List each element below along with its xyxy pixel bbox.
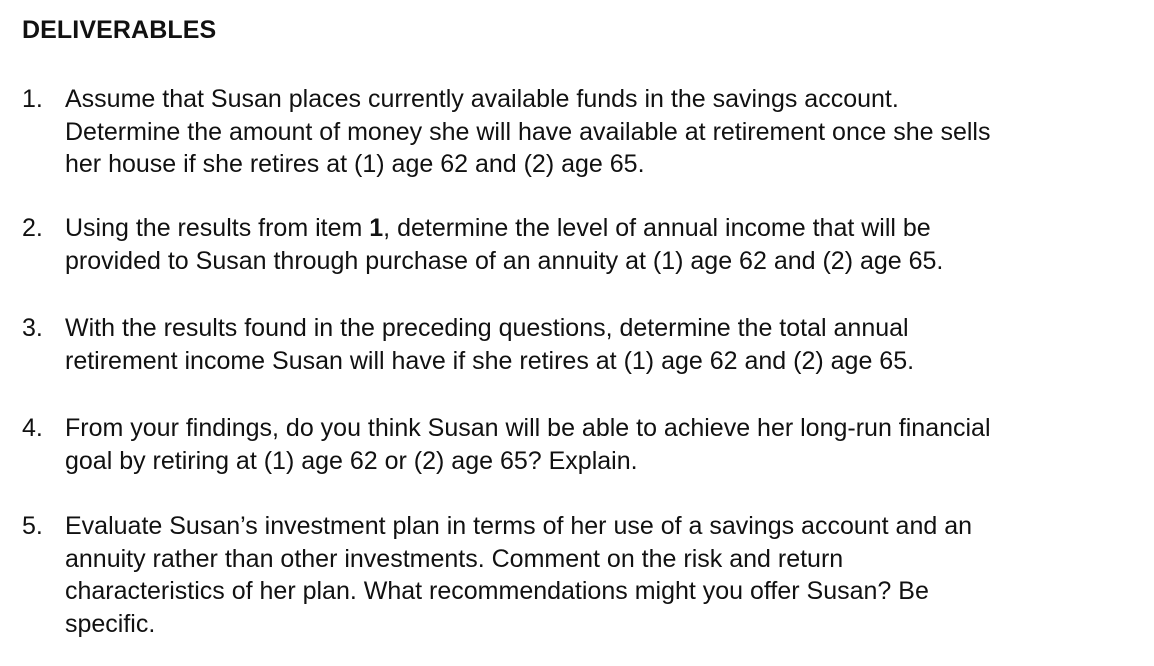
item-number: 2. (22, 214, 43, 242)
item-text (65, 212, 1150, 277)
item-number: 4. (22, 414, 43, 442)
item-line: specific. (65, 609, 156, 638)
item-text (65, 510, 1150, 640)
item-line: characteristics of her plan. What recommendations might you offer Susan? Be (65, 577, 929, 605)
item-line: annuity rather than other investments. Comment on the risk and return (65, 544, 844, 573)
item-line: With the results found in the preceding questions, determine the total annual (65, 314, 909, 342)
item-reference-number: 1 (369, 214, 384, 242)
item-number: 1. (22, 85, 43, 113)
item-line: provided to Susan through purchase of an annuity at (1) age 62 and (2) age 65. (65, 246, 944, 275)
item-line: her house if she retires at (1) age 62 and (2) age 65. (65, 150, 645, 178)
item-line: Evaluate Susan’s investment plan in terms of her use of a savings account and an (65, 512, 973, 540)
item-text (65, 412, 1150, 477)
item-number: 3. (22, 314, 43, 342)
deliverables-heading: DELIVERABLES (22, 16, 217, 44)
item-text (65, 312, 1150, 377)
item-number: 5. (22, 512, 43, 540)
item-text (65, 83, 1150, 181)
item-line: Assume that Susan places currently available funds in the savings account. (65, 85, 899, 113)
item-line: From your findings, do you think Susan will be able to achieve her long-run financial (65, 414, 991, 442)
item-line: retirement income Susan will have if she retires at (1) age 62 and (2) age 65. (65, 346, 915, 375)
item-line-text: Using the results from item (65, 214, 370, 242)
item-line (65, 212, 1150, 245)
item-line: goal by retiring at (1) age 62 or (2) age 65? Explain. (65, 446, 638, 475)
item-line: Determine the amount of money she will have available at retirement once she sells (65, 117, 991, 146)
item-line-text: , determine the level of annual income that will be (383, 214, 931, 242)
